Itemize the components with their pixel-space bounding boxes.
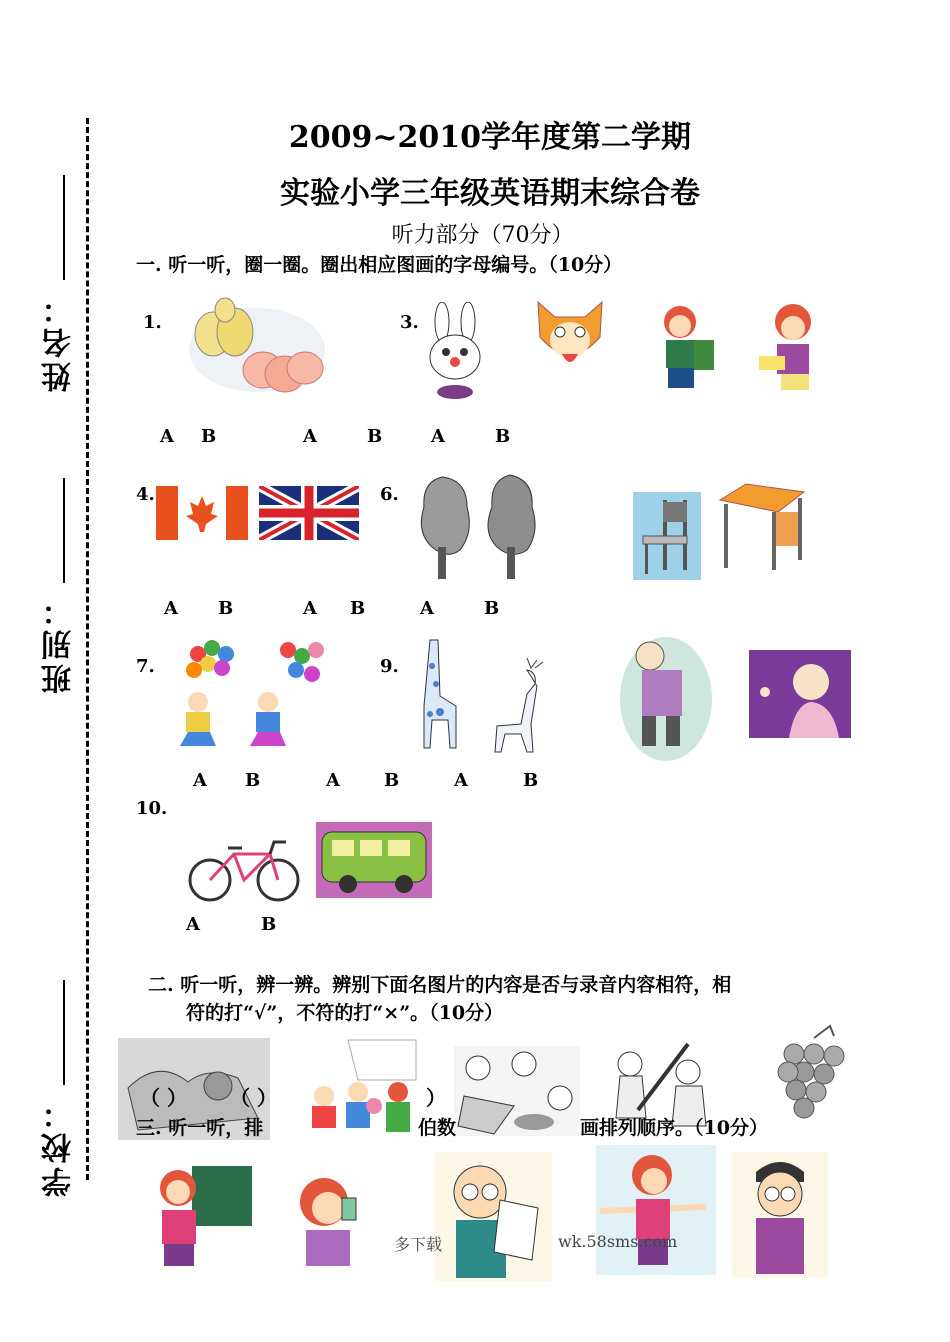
q3-option-b[interactable]: B [495,426,511,447]
question-6-number: 6. [380,484,399,505]
grandma-picture [749,650,851,738]
q4-option-a[interactable]: A [164,598,178,619]
q3-option-a[interactable]: A [431,426,445,447]
desk-picture [716,478,806,576]
watermark-text-right: wk.58sms.com [558,1232,678,1251]
school-label: 学校： [42,1095,77,1197]
q2-option-a[interactable]: A [303,426,317,447]
q6-option-a[interactable]: A [420,598,434,619]
listening-subtitle: 听力部分（70分） [391,223,574,248]
section1-heading: 一. 听一听，圈一圈。圈出相应图画的字母编号。（10分） [136,254,623,276]
question-10-number: 10. [136,798,168,819]
section3-heading: 三. 听一听，排 [136,1117,264,1139]
question-1-number: 1. [143,312,162,333]
dashed-binding-line [86,118,89,1180]
q1-option-b[interactable]: B [201,426,217,447]
q4-option-b[interactable]: B [218,598,234,619]
q6-option-b[interactable]: B [484,598,500,619]
class-underline [63,478,65,583]
q9-option-a[interactable]: A [454,770,468,791]
question-9-number: 9. [380,656,399,677]
answer-blank-3[interactable]: ） [426,1086,446,1110]
girl-with-book-picture [755,300,835,392]
section2-heading-line2: 符的打“√”，不符的打“×”。（10分） [186,1002,504,1024]
bus-picture [316,822,432,898]
watermark-text-left: 多下载 [394,1235,443,1254]
girl-drinking-picture [284,1168,404,1282]
grandpa-walking-picture [618,634,716,764]
q10-option-b[interactable]: B [261,914,277,935]
q10-option-a[interactable]: A [186,914,200,935]
children-with-balloons-picture [168,634,333,749]
exam-title-line1: 2009~2010学年度第二学期 [288,120,692,155]
school-underline [63,980,65,1085]
exam-title-line2: 实验小学三年级英语期末综合卷 [280,176,700,211]
q5-option-a[interactable]: A [303,598,317,619]
chair-picture [633,492,701,580]
answer-blank-1[interactable]: （ ） [140,1086,187,1110]
deer-picture [487,654,553,754]
answer-blank-2[interactable]: （ ） [230,1086,277,1110]
canada-flag-picture [156,486,248,540]
uk-flag-picture [259,486,359,540]
section3-heading-fragment: 伯数 [418,1117,457,1139]
fox-picture [530,292,610,377]
question-3-number: 3. [400,312,419,333]
giraffe-picture [412,636,464,752]
name-label: 姓名： [42,290,77,392]
q9-option-b[interactable]: B [523,770,539,791]
boy-with-paper-picture [434,1152,552,1282]
class-label: 班别： [42,592,77,694]
q7-option-a[interactable]: A [193,770,207,791]
question-4-number: 4. [136,484,155,505]
bicycle-picture [186,836,302,904]
q5-option-b[interactable]: B [350,598,366,619]
q1-option-a[interactable]: A [160,426,174,447]
q8-option-a[interactable]: A [326,770,340,791]
children-at-picnic-picture [454,1046,580,1136]
section3-heading-fragment2: 画排列顺序。（10分） [580,1117,768,1139]
q7-option-b[interactable]: B [245,770,261,791]
section2-heading-line1: 二. 听一听，辨一辨。辨别下面名图片的内容是否与录音内容相符，相 [148,974,732,996]
children-with-flowers-picture [298,1036,420,1140]
girl-at-blackboard-picture [144,1162,254,1272]
question-7-number: 7. [136,656,155,677]
rabbit-picture [420,302,490,400]
q8-option-b[interactable]: B [384,770,400,791]
girl-stretching-picture [596,1145,716,1275]
pears-peaches-picture [185,292,330,397]
boy-touching-face-picture [732,1152,828,1278]
q2-option-b[interactable]: B [367,426,383,447]
girl-with-backpack-picture [650,300,720,392]
grapes-picture [764,1024,852,1122]
two-trees-picture [412,472,542,582]
